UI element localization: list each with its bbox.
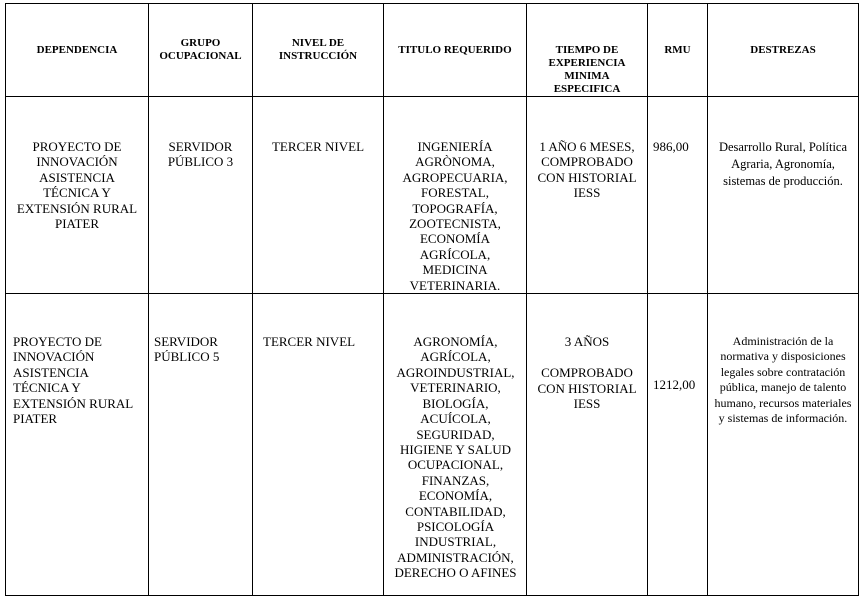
cell-nivel: TERCER NIVEL: [253, 97, 384, 294]
header-tiempo-experiencia: TIEMPO DE EXPERIENCIA MINIMA ESPECIFICA: [527, 4, 648, 97]
cell-dependencia: PROYECTO DE INNOVACIÓN ASISTENCIA TÉCNICA Y EXTENSIÓN RURAL PIATER: [6, 97, 149, 294]
header-destrezas: DESTREZAS: [708, 4, 859, 97]
cell-rmu: 986,00: [648, 97, 708, 294]
header-row: [6, 4, 859, 97]
cell-tiempo: 1 AÑO 6 MESES, COMPROBADO CON HISTORIAL IESS: [527, 97, 648, 294]
cell-destrezas: Desarrollo Rural, Política Agraria, Agronomía, sistemas de producción.: [708, 97, 859, 294]
table-row: [6, 97, 859, 294]
table-row: [6, 294, 859, 596]
cell-destrezas: Administración de la normativa y disposiciones legales sobre contratación pública, manejo de talento humano, recursos materiales y sistemas de información.: [708, 294, 859, 596]
cell-nivel: TERCER NIVEL: [253, 294, 384, 596]
cell-titulo: AGRONOMÍA, AGRÍCOLA, AGROINDUSTRIAL, VETERINARIO, BIOLOGÍA, ACUÍCOLA, SEGURIDAD, HIGIENE Y SALUD OCUPACIONAL, FINANZAS, ECONOMÍA, CONTABILIDAD, PSICOLOGÍA INDUSTRIAL, ADMINISTRACIÓN, DERECHO O AFINES: [384, 294, 527, 596]
header-dependencia: DEPENDENCIA: [6, 4, 149, 97]
tiempo-duration: 3 AÑOS: [564, 334, 610, 350]
header-grupo-ocupacional: GRUPO OCUPACIONAL: [149, 4, 253, 97]
header-nivel-instruccion: NIVEL DE INSTRUCCIÓN: [253, 4, 384, 97]
cell-grupo: SERVIDOR PÚBLICO 5: [149, 294, 253, 596]
cell-tiempo: [527, 294, 648, 596]
header-rmu: RMU: [648, 4, 708, 97]
cell-titulo: INGENIERÍA AGRÒNOMA, AGROPECUARIA, FORESTAL, TOPOGRAFÍA, ZOOTECNISTA, ECONOMÍA AGRÍCOLA, MEDICINA VETERINARIA.: [384, 97, 527, 294]
positions-table: [5, 3, 859, 596]
header-titulo-requerido: TITULO REQUERIDO: [384, 4, 527, 97]
cell-dependencia: PROYECTO DE INNOVACIÓN ASISTENCIA TÉCNICA Y EXTENSIÓN RURAL PIATER: [6, 294, 149, 596]
cell-grupo: SERVIDOR PÚBLICO 3: [149, 97, 253, 294]
tiempo-comprobado: COMPROBADO CON HISTORIAL IESS: [537, 365, 637, 412]
cell-rmu: 1212,00: [648, 294, 708, 596]
